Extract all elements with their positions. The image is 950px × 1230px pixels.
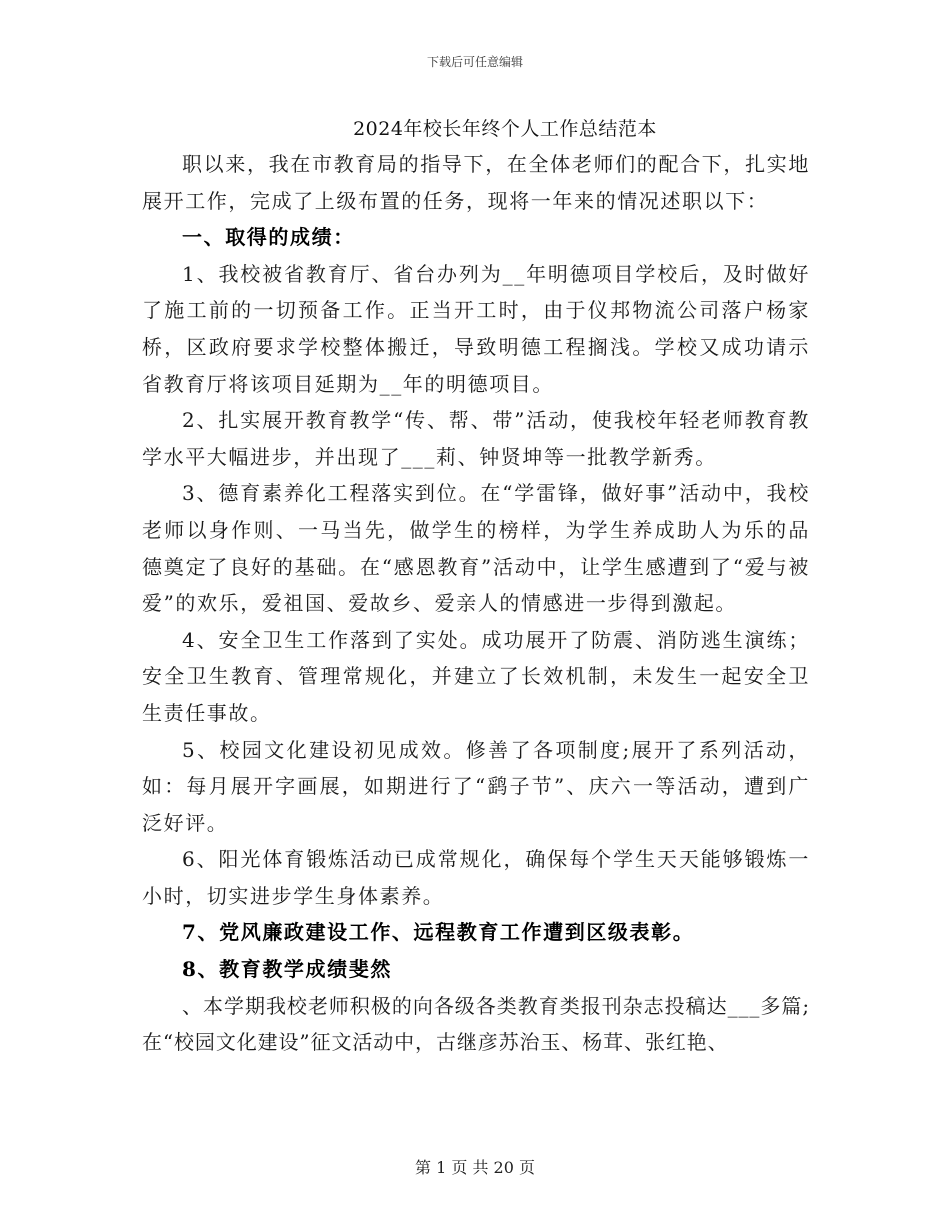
item-heading-7: 7、党风廉政建设工作、远程教育工作遭到区级表彰。 (182, 920, 695, 945)
item-paragraph-8-detail: 、本学期我校老师积极的向各级各类教育类报刊杂志投稿达___多篇;在“校园文化建设”征文活动中，古继彦苏治玉、杨茸、张红艳、 (142, 993, 810, 1055)
header-note: 下载后可任意编辑 (426, 55, 523, 69)
item-paragraph-6: 6、阳光体育锻炼活动已成常规化，确保每个学生天天能够锻炼一小时，切实进步学生身体素养。 (142, 847, 810, 908)
document-body (142, 146, 810, 1061)
item-paragraph-1: 1、我校被省教育厅、省台办列为__年明德项目学校后，及时做好了施工前的一切预备工作。正当开工时，由于仪邦物流公司落户杨家桥，区政府要求学校整体搬迁，导致明德工程搁浅。学校又成功请示省教育厅将该项目延期为__年的明德项目。 (142, 261, 810, 396)
item-paragraph-4: 4、安全卫生工作落到了实处。成功展开了防震、消防逃生演练；安全卫生教育、管理常规化，并建立了长效机制，未发生一起安全卫生责任事故。 (142, 627, 810, 725)
intro-paragraph: 职以来，我在市教育局的指导下，在全体老师们的配合下，扎实地展开工作，完成了上级布置的任务，现将一年来的情况述职以下： (142, 152, 810, 213)
item-paragraph-2: 2、扎实展开教育教学“传、帮、带”活动，使我校年轻老师教育教学水平大幅进步，并出现了___莉、钟贤坤等一批教学新秀。 (142, 408, 810, 469)
section-heading-achievements: 一、取得的成绩： (182, 225, 355, 250)
page-number: 第 1 页 共 20 页 (415, 1158, 535, 1177)
item-paragraph-3: 3、德育素养化工程落实到位。在“学雷锋，做好事”活动中，我校老师以身作则、一马当先，做学生的榜样，为学生养成助人为乐的品德奠定了良好的基础。在“感恩教育”活动中，让学生感遭到了“爱与被爱”的欢乐，爱祖国、爱故乡、爱亲人的情感进一步得到激起。 (142, 481, 810, 616)
item-heading-8: 8、教育教学成绩斐然 (182, 957, 392, 982)
item-paragraph-5: 5、校园文化建设初见成效。修善了各项制度;展开了系列活动，如：每月展开字画展，如期进行了“鹞子节”、庆六一等活动，遭到广泛好评。 (142, 737, 810, 835)
document-title: 2024年校长年终个人工作总结范本 (353, 118, 657, 140)
